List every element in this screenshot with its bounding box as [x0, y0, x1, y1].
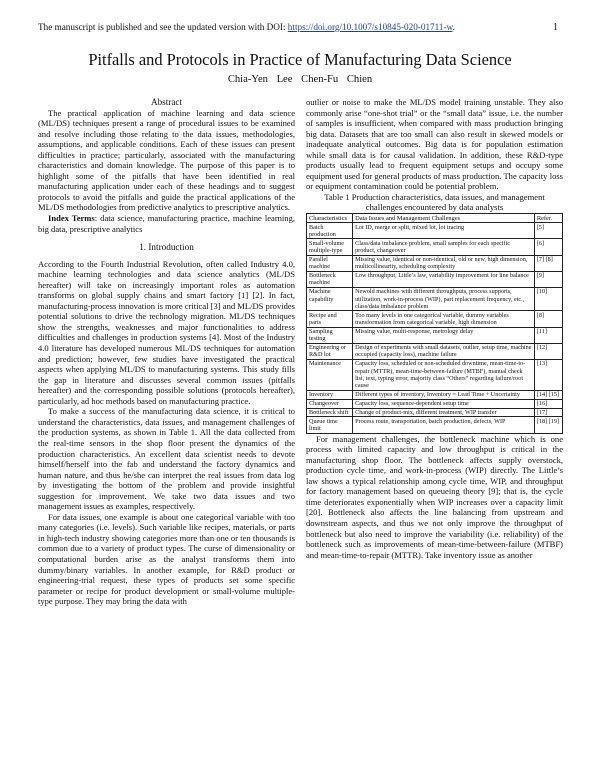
- table-cell: Class/data imbalance problem, small samples for each specific product, changeover: [353, 239, 535, 255]
- section-heading-introduction: 1. Introduction: [139, 242, 194, 253]
- table-cell: [5]: [534, 223, 562, 239]
- table-row: [307, 287, 563, 310]
- table-cell: [16]: [534, 399, 562, 408]
- table-cell: Capacity loss, scheduled or non-scheduled downtime, mean-time-to-repair (MTTR), mean-time-between-failure (MTBF), manual check list, text, typing error, majority class “Others” regarding failure/root cause: [353, 360, 535, 391]
- table-cell: [6]: [534, 239, 562, 255]
- author-list: [0, 74, 600, 85]
- table-row: [307, 239, 563, 255]
- table-cell: [18] [19]: [534, 417, 562, 433]
- table-cell: Process route, transportation, batch production, defects, WIP: [353, 417, 535, 433]
- abstract-heading: Abstract: [150, 97, 183, 107]
- table-cell: Maintenance: [307, 360, 353, 391]
- abstract-text: The practical application of machine learning and data science (ML/DS) techniques present a range of procedural issues to be examined and resolve including those relating to the data issues, methodologies, assumptions, and applicable conditions. Each of these issues can present difficulties in practice; particularly, associated with the manufacturing characteristics and domain knowledge. The purpose of this paper is to highlight some of the pitfalls that have been identified in real manufacturing application under each of these headings and to suggest protocols to avoid the pitfalls and guide the practical applications of the ML/DS methodologies from predictive analytics to prescriptive analytics.: [38, 107, 295, 213]
- table-caption: Table 1 Production characteristics, data issues, and management challenges encountered by data analysts: [324, 191, 545, 213]
- table-cell: Design of experiments with small datasets, outlier, setup time, machine occupied (capacity loss), machine failure: [353, 343, 535, 359]
- right-column: [306, 97, 563, 560]
- table-cell: Capacity loss, sequence-dependent setup time: [353, 399, 535, 408]
- table-cell: Different types of inventory, Inventory = Lead Time + Uncertainty: [353, 390, 535, 399]
- table-header-cell: Characteristics: [307, 214, 353, 223]
- body-paragraph: outlier or noise to make the ML/DS model training unstable. They also commonly arise “one-shot trial” or the “small data” issue, i.e. the number of samples is insufficient, when compared with mass production bringing big data. Datasets that are too small can also result in skewed models or inadequate analytical outcomes. Big data is for population estimation while small data is for causal validation. In addition, these R&D-type products usually lead to frequent equipment setups and occupy some equipment used for general products of mass production. The capacity loss or equipment contamination could be potential problem.: [306, 97, 563, 192]
- table-cell: [17]: [534, 408, 562, 417]
- table-row: [307, 223, 563, 239]
- table-body: [307, 223, 563, 433]
- author-name: Chia-Yen Lee: [227, 74, 293, 85]
- table-row: [307, 417, 563, 433]
- table-cell: Newold machines with different throughputs, process supports, utilization, work-in-process (WIP), part replacement frequency, etc., class/data imbalance problem: [353, 287, 535, 310]
- table-cell: Change of product-mix, different treatment, WIP transfer: [353, 408, 535, 417]
- table-cell: [10]: [534, 287, 562, 310]
- table-cell: Missing value, multi-response, metrology delay: [353, 327, 535, 343]
- doi-link[interactable]: https://doi.org/10.1007/s10845-020-01711-w: [287, 22, 453, 32]
- author-name: Chen-Fu Chien: [301, 74, 373, 85]
- table-row: [307, 390, 563, 399]
- table-cell: Low throughput, Little’s law, variability improvement for line balance: [353, 271, 535, 287]
- table-cell: Missing value, identical or non-identical, old or new, high dimension, multicollinearity, scheduling complexity: [353, 255, 535, 271]
- table-cell: Lot ID, merge or split, mixed lot, lot tracing: [353, 223, 535, 239]
- table-cell: Bottleneck machine: [307, 271, 353, 287]
- page-number: 1: [553, 22, 558, 33]
- table-row: [307, 343, 563, 359]
- manuscript-note: [38, 22, 540, 32]
- table-cell: Machine capability: [307, 287, 353, 310]
- table-cell: Queue time limit: [307, 417, 353, 433]
- table-row: [307, 271, 563, 287]
- table-row: [307, 311, 563, 327]
- body-paragraph: For management challenges, the bottleneck machine which is one process with limited capacity and low throughput is critical in the manufacturing shop floor. The bottleneck affects supply overstock, production cycle time, and work-in-process (WIP) directly. The Little’s law shows a typical relationship among cycle time, WIP, and throughput for factory management based on queueing theory [9]; that is, the cycle time deteriorates exponentially when WIP increases over a capacity limit [20]. Bottleneck also affects the line balancing from upstream and downstream aspects, and thus we not only improve the throughput of bottleneck but also need to improve the variability (i.e. reliability) of the bottleneck such as improvements of mean-time-between-failure (MTBF) and mean-time-to-repair (MTTR). Take inventory issue as another: [306, 433, 563, 560]
- left-column: [38, 97, 295, 607]
- index-terms-text: : data science, manufacturing practice, machine learning, big data, prescriptive analytics: [38, 213, 295, 234]
- table-cell: Engineering or R&D lot: [307, 343, 353, 359]
- table-cell: [8]: [534, 311, 562, 327]
- intro-paragraph: To make a success of the manufacturing data science, it is critical to understand the characteristics, data issues, and management challenges of the production systems, as shown in Table 1. All the data collected from the real-time sensors in the shop floor present the dynamics of the production characteristics. An excellent data scientist needs to devote himself/herself into the fab and understand the factory dynamics and human nature, and thus he/she can interpret the real issues from data log by investigating the bottom of the problem and provide insightful suggestion for improvement. We take two data issues and two management issues as examples, respectively.: [38, 406, 295, 512]
- table-cell: [13]: [534, 360, 562, 391]
- table-cell: Changeover: [307, 399, 353, 408]
- paper-title: Pitfalls and Protocols in Practice of Manufacturing Data Science: [88, 50, 512, 69]
- table-row: [307, 255, 563, 271]
- table-cell: Bottleneck shift: [307, 408, 353, 417]
- index-terms-label: Index Terms: [48, 213, 95, 224]
- table-cell: Batch production: [307, 223, 353, 239]
- manuscript-note-suffix: .: [452, 22, 455, 32]
- table-header-row: [307, 214, 563, 223]
- intro-paragraph: According to the Fourth Industrial Revolution, often called Industry 4.0, machine learning technologies and data science analytics (ML/DS hereafter) will take on increasingly important roles as automation transforms on global supply chains and smart factory [1] [2]. In fact, manufacturing-process innovation is more critical [3] and ML/DS provides potential solutions to drive the technology migration. ML/DS techniques show the strengths, weaknesses and major functionalities to address difficulties and challenges in production systems [4]. Most of the Industry 4.0 literature has developed numerous ML/DS techniques for automation and prediction; however, few studies have investigated the practical aspects when applying ML/DS to manufacturing systems. This study fills the gap in literature and discusses several common issues (pitfalls hereafter) and the corresponding possible solutions (protocols hereafter), particularly, ad hoc methods based on manufacturing practice.: [38, 258, 295, 406]
- table-cell: Too many levels in one categorical variable, dummy variables transformation from categorical variable, high dimension: [353, 311, 535, 327]
- index-terms: [38, 213, 295, 234]
- table-cell: [7] [8]: [534, 255, 562, 271]
- table-row: [307, 327, 563, 343]
- table-row: [307, 360, 563, 391]
- table-cell: Parallel machine: [307, 255, 353, 271]
- characteristics-table: [306, 213, 563, 433]
- table-row: [307, 399, 563, 408]
- table-cell: [14] [15]: [534, 390, 562, 399]
- table-cell: Sampling testing: [307, 327, 353, 343]
- manuscript-note-prefix: The manuscript is published and see the updated version with DOI:: [38, 22, 288, 32]
- table-cell: [12]: [534, 343, 562, 359]
- table-cell: Inventory: [307, 390, 353, 399]
- intro-paragraph: For data issues, one example is about one categorical variable with too many categories (i.e. levels). Such variable like recipes, materials, or parts in high-tech industry showing categories more than one or ten thousands is common due to a variety of product types. The curse of dimensionality or computational burden arise as the analyst transforms them into dummy/binary variables. In another example, for R&D product or engineering-trial request, these types of products set some specific parameter or recipe for product development or small-volume multiple-type purpose. They may bring the data with: [38, 511, 295, 607]
- table-header-cell: Data Issues and Management Challenges: [353, 214, 535, 223]
- table-cell: Recipe and parts: [307, 311, 353, 327]
- table-cell: [9]: [534, 271, 562, 287]
- table-cell: Small-volume multiple-type: [307, 239, 353, 255]
- table-header-cell: Refer.: [534, 214, 562, 223]
- table-row: [307, 408, 563, 417]
- table-cell: [11]: [534, 327, 562, 343]
